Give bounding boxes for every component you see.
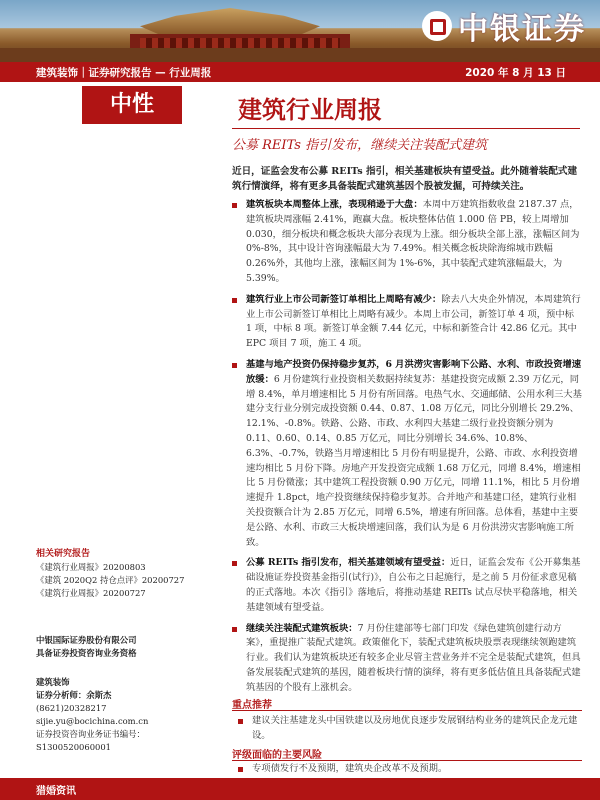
analyst-license: 证券投资咨询业务证书编号：S1300520060001 [36,729,145,752]
palace-roof-graphic [140,8,320,34]
risk-heading: 评级面临的主要风险 [232,750,322,761]
bank-logo-icon [422,11,452,41]
analyst-sector: 建筑装饰 [36,677,70,687]
list-item [232,358,582,550]
page-title: 建筑行业周报 [238,95,382,124]
list-item [232,762,582,777]
category-bar [0,62,600,82]
point-text: 6 月份建筑行业投资相关数据持续复苏：基建投资完成额 2.39 万亿元，同增 8.4%，单月增速相比 5 月份有所回落。电热气水、交通邮储、公用水利三大基建分支行业分别完成投资额 0.44、0.87、1.08 万亿元，同比分别增长 29.2%、12.1%、-0.8%。铁路、公路、市政、水利四大基建二级行业投资额分别为 0.11、0.60、0.14、0.85 万亿元，同比分别增长 34.6%、10.8%、6.3%、-0.7%，铁路当月增速相比 5 月份有明显提升，公路、市政、水利投资增速均相比 5 月份下降。房地产开发投资完成额 1.68 万亿元，同增 8.4%，增速相比 5 月份微涨；其中建筑工程投资额 0.90 万亿元，同增 11.1%，相比 5 月份增速提升 1.8pct，地产投资继续保持稳步复苏。合并地产和基建口径，建筑行业相关投资额合计为 2.85 万亿元，同增 6.5%，增速有所回落。总体看，基建中主要是公路、水利、市政三大板块增速回落，我们认为是 6 月份洪涝灾害影响施工所致。 [246,373,582,548]
list-item [232,198,582,287]
firm-info [36,634,216,660]
bullet-square-icon [238,719,243,724]
related-heading: 相关研究报告 [36,549,91,559]
related-reports [36,548,216,600]
list-item [232,714,582,744]
brand-logo [422,4,586,48]
rating-badge: 中性 [82,86,182,124]
point-text: 近日，证监会发布《公开募集基础设施证券投资基金指引(试行)》，自公布之日起施行，是之前 5 月份征求意见稿的正式落地。本次《指引》落地后，将推动基建 REITs 试点尽快平稳落地，相关基建领域有望受益。 [246,557,581,613]
firm-name: 中银国际证券股份有限公司 [36,635,137,645]
related-item: 《建筑 2020Q2 持仓点评》20200727 [36,575,185,585]
header-banner [0,0,600,62]
title-divider [232,128,580,129]
page-subtitle: 公募 REITs 指引发布，继续关注装配式建筑 [232,138,488,153]
list-item [232,556,582,615]
analyst-name: 证券分析师：余斯杰 [36,690,112,700]
recommend-divider [232,710,582,711]
list-item [232,293,582,352]
point-text: 7 月份住建部等七部门印发《绿色建筑创建行动方案》，重提推广装配式建筑。政策催化下，装配式建筑板块股票表现继续领跑建筑行业。我们认为建筑板块还有较多企业尽管主营业务并不完全是装配式建筑，但具备发展装配式建筑的基因，随着板块行情的演绎，将有更多低估值且具备装配式建筑基因的个股有上涨机会。 [246,622,581,693]
risk-list [232,762,582,777]
summary-paragraph: 近日，证监会发布公募 REITs 指引，相关基建板块有望受益。此外随着装配式建筑行情演绎，将有更多具备装配式建筑基因个股被发掘，可持续关注。 [232,166,578,193]
analyst-info [36,676,216,754]
footer-bar [0,778,600,800]
firm-qualification: 具备证券投资咨询业务资格 [36,648,137,658]
palace-steps-graphic [0,48,600,62]
report-category: 建筑装饰｜证券研究报告 — 行业周报 [36,67,212,79]
recommend-heading: 重点推荐 [232,700,272,711]
point-text: 除去八大央企外情况，本周建筑行业上市公司新签订单相比上周略有减少。本周上市公司，新签订单 4 项，预中标 1 项，中标 8 项。新签订单金额 7.44 亿元，中标和新签合计 42.86 亿元。其中 EPC 项目 7 项，施工 4 项。 [246,293,581,350]
risk-divider [232,760,582,761]
bullet-square-icon [238,767,243,772]
recommend-list [232,714,582,744]
point-heading: 建筑板块本周整体上涨，表现稍逊于大盘： [246,199,423,210]
footer-text: 猎婚资讯 [36,786,76,797]
related-item: 《建筑行业周报》20200727 [36,588,146,598]
bullet-square-icon [232,298,237,303]
point-heading: 基建与地产投资仍保持稳步复苏，6 月洪涝灾害影响下公路、水利、市政投资增速放缓： [246,358,582,385]
analyst-phone: (8621)20328217 [36,703,107,713]
point-heading: 继续关注装配式建筑板块： [246,622,358,634]
analyst-email: sijie.yu@bocichina.com.cn [36,716,149,726]
point-heading: 建筑行业上市公司新签订单相比上周略有减少： [246,293,442,305]
related-item: 《建筑行业周报》20200803 [36,562,146,572]
bullet-square-icon [232,561,237,566]
brand-name: 中银证券 [458,12,586,47]
risk-text: 专项债发行不及预期，建筑央企改革不及预期。 [252,763,448,774]
key-points-list [232,198,582,702]
bullet-square-icon [232,203,237,208]
bullet-square-icon [232,363,237,368]
recommend-text: 建议关注基建龙头中国铁建以及房地优良逐步发展钢结构业务的建筑民企龙元建设。 [252,715,578,741]
list-item [232,622,582,696]
point-heading: 公募 REITs 指引发布，相关基建领域有望受益： [246,557,451,569]
report-date: 2020 年 8 月 13 日 [465,67,566,79]
bullet-square-icon [232,627,237,632]
point-text: 本周中万建筑指数收盘 2187.37 点，建筑板块周涨幅 2.41%，跑赢大盘。板块整体估值 1.000 倍 PB，较上周增加 0.030，细分板块和概念板块大部分表现为上涨。细分板块全部上涨，涨幅区间为 0%-8%，其中设计咨询涨幅最大为 7.49%。相关概念板块除海绵城市跌幅 0.26%外，其他均上涨，涨幅区间为 1%-6%，其中装配式建筑涨幅最大，为 5.39%。 [246,199,580,284]
